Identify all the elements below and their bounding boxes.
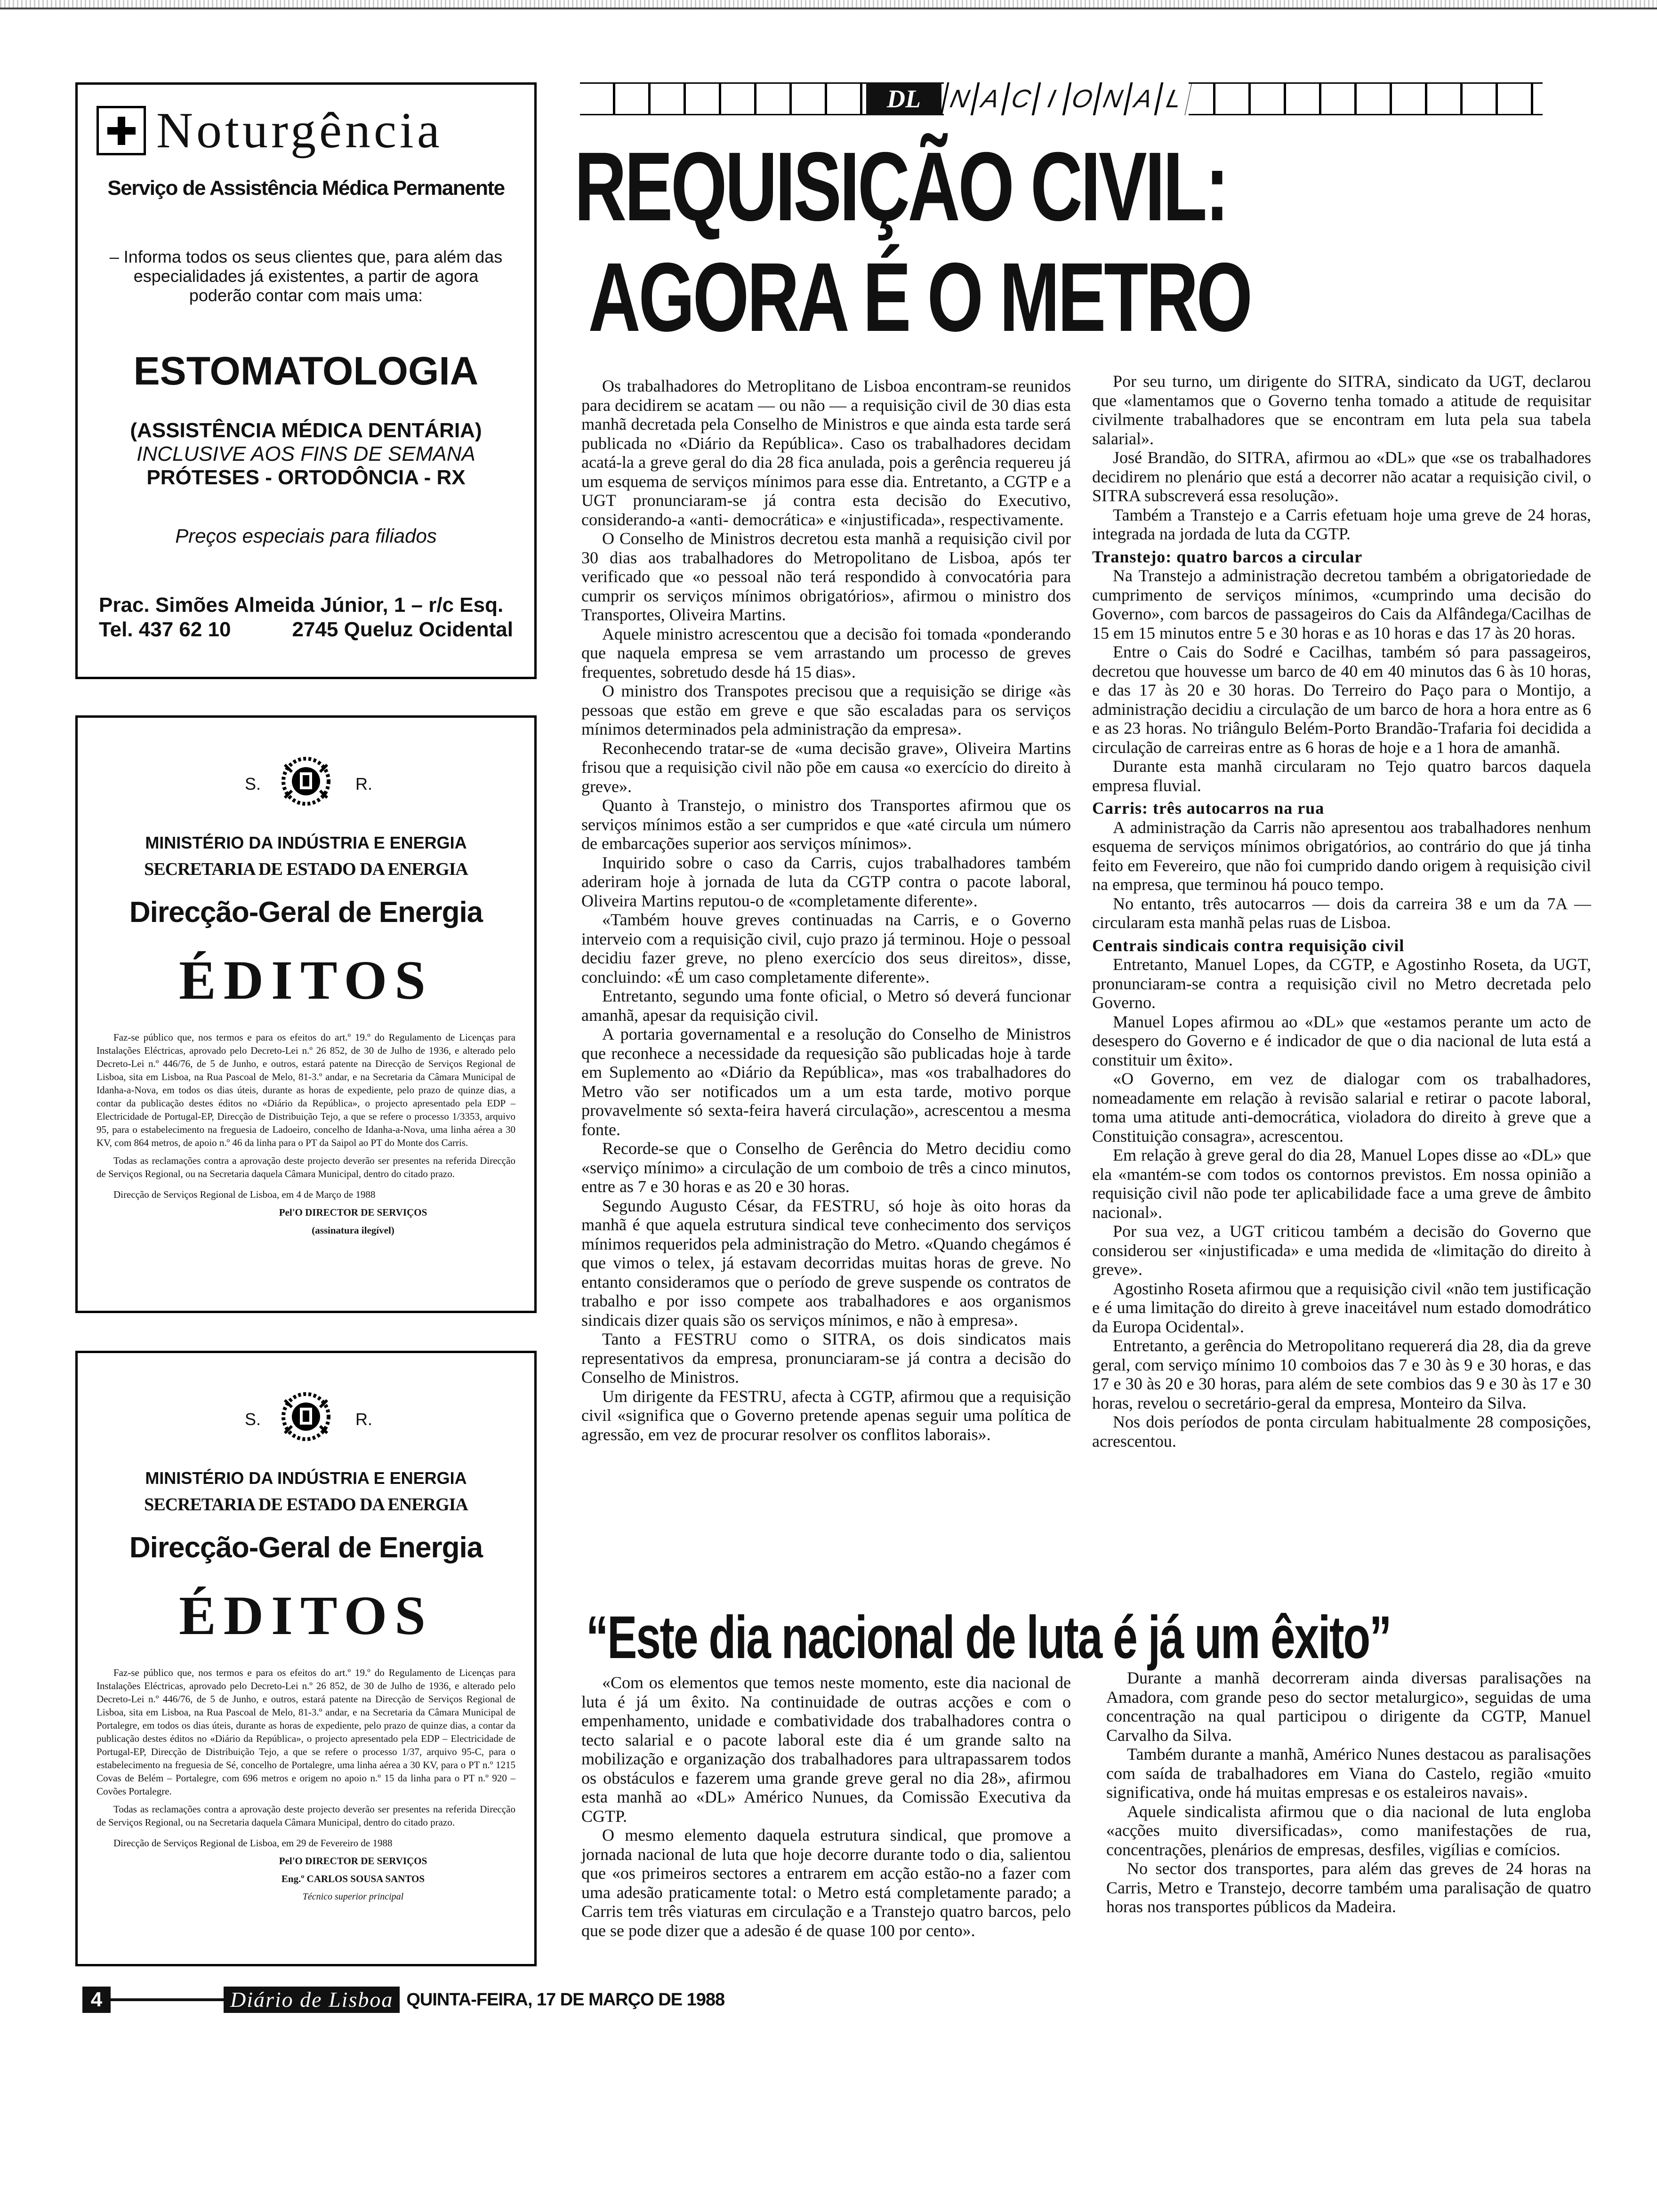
red-cross-icon xyxy=(97,106,146,155)
section-label xyxy=(944,82,1189,115)
republic-crest xyxy=(78,751,534,812)
headline-line-2: AGORA É O METRO xyxy=(588,243,1251,352)
article-paragraph: A administração da Carris não apresentou aos trabalhadores nenhum esquema de serviços mínimos obrigatórios, ao contrário do que já tinha feito em Fevereiro, que não foi cumprido dando origem à requisição civil na empresa, que terminou há pouco tempo. xyxy=(1092,817,1591,894)
subheading-carris: Carris: três autocarros na rua xyxy=(1092,799,1325,817)
dental-line-1: (ASSISTÊNCIA MÉDICA DENTÁRIA) xyxy=(130,419,482,442)
article-paragraph: Segundo Augusto César, da FESTRU, só hoje às oito horas da manhã é que aquela estrutura sindical teve conhecimento dos serviços mínimos requeridos pela administração do Metro. «Quando chegámos é que vimos o telex, já estavam decorridas muitas horas de greve. No entanto consideramos que o período de greve suspende os contratos de trabalho e por isso compete aos trabalhadores e aos organismos sindicais dizer quais são os serviços mínimos, e não à empresa». xyxy=(581,1196,1071,1330)
article-paragraph: Quanto à Transtejo, o ministro dos Transportes afirmou que os serviços mínimos estão a ser cumpridos e que «até circula um número de embarcações superior aos serviços mínimos». xyxy=(581,796,1071,853)
article-paragraph: Entre o Cais do Sodré e Cacilhas, também só para passageiros, decretou que houvesse um barco de 40 em 40 minutos das 6 às 10 horas, e das 17 às 20 e 30 horas. Do Terreiro do Paço para o Montijo, a administração decidiu a circulação de um barco de hora a hora entre as 6 e as 23 horas. No triângulo Belém-Porto Brandão-Trafaria foi decidida a circulação de carreiras entre as 6 horas de hoje e a 1 hora de amanhã. xyxy=(1092,642,1591,757)
noturgencia-contact-row xyxy=(99,617,513,642)
noturgencia-dental-info xyxy=(97,419,515,489)
editos-title: ÉDITOS xyxy=(179,1585,433,1646)
editos-ad-idanha xyxy=(75,715,537,1313)
headline-line-1: REQUISIÇÃO CIVIL: xyxy=(574,132,1227,241)
page-footer xyxy=(82,1986,724,2013)
second-headline: “Este dia nacional de luta é já um êxito” xyxy=(586,1604,1391,1671)
crest-letter-r: R. xyxy=(355,1410,372,1429)
editos-signatory: Pel'O DIRECTOR DE SERVIÇOS xyxy=(279,1855,427,1867)
crest-letter-s: S. xyxy=(245,774,261,793)
article-paragraph: «Com os elementos que temos neste momento, este dia nacional de luta é já um êxito. Na continuidade de outras acções e com o empenhamento, unidade e combatividade dos trabalhadores contra o tecto salarial e o pacote laboral este dia é um grande salto na mobilização e organização dos trabalhadores para ultrapassarem todos os obstáculos e fazerem uma grande greve geral no dia 28», afirmou esta manhã ao «DL» Américo Nunues, da Comissão Executiva da CGTP. xyxy=(581,1673,1071,1826)
article-paragraph: Recorde-se que o Conselho de Gerência do Metro decidiu como «serviço mínimo» a circulação de um comboio de três a cinco minutos, entre as 7 e 30 horas e as 20 e 30 horas. xyxy=(581,1139,1071,1196)
article-paragraph: José Brandão, do SITRA, afirmou ao «DL» que «se os trabalhadores decidirem no plenário que está a decorrer não acatar a requisição civil, o SITRA subscreverá essa resolução». xyxy=(1092,448,1591,505)
editos-ad-portalegre xyxy=(75,1351,537,1966)
article-paragraph: Também a Transtejo e a Carris efetuam hoje uma greve de 24 horas, integrada na jordada de luta da CGTP. xyxy=(1092,505,1591,543)
article-paragraph: Também durante a manhã, Américo Nunes destacou as paralisações com saída de trabalhadores em Viana do Castelo, região «muito significativa, onde há muitas empresas e os estaleiros navais». xyxy=(1106,1745,1591,1802)
section-letter: O xyxy=(1063,82,1101,115)
article-column-b xyxy=(1092,372,1591,1451)
editos-body xyxy=(97,1666,515,1908)
noturgencia-address: Prac. Simões Almeida Júnior, 1 – r/c Esq. xyxy=(99,593,504,617)
article-paragraph: Aquele ministro acrescentou que a decisão foi tomada «ponderando que naquela empresa se vem arrastando um processo de greves frequentes, sobretudo desde há 15 dias». xyxy=(581,624,1071,681)
article-paragraph: Entretanto, a gerência do Metropolitano requererá dia 28, dia da greve geral, com serviço mínimo 10 comboios das 7 e 30 às 9 e 30 horas, e das 17 e 30 às 20 e 30 horas, para além de sete combios das 9 e 30 às 17 e 30 horas, revelou o secretário-geral da empresa, Monteiro da Silva. xyxy=(1092,1336,1591,1412)
section-letter: A xyxy=(1124,82,1162,115)
section-letter: N xyxy=(1094,82,1131,115)
directorate-title: Direcção-Geral de Energia xyxy=(129,896,483,929)
noturgencia-subtitle: Serviço de Assistência Médica Permanente xyxy=(107,176,505,200)
noturgencia-postal: 2745 Queluz Ocidental xyxy=(292,618,513,641)
article-paragraph: Um dirigente da FESTRU, afecta à CGTP, afirmou que a requisição civil «significa que o Governo pretende apenas seguir uma política de agressão, em vez de procurar resolver os conflitos laborais». xyxy=(581,1387,1071,1444)
section-logo: DL xyxy=(866,82,941,115)
dental-line-2: INCLUSIVE AOS FINS DE SEMANA xyxy=(137,442,475,465)
article-paragraph: Em relação à greve geral do dia 28, Manuel Lopes disse ao «DL» que ela «mantém-se com todos os contornos previstos. Em nossa opinião a requisição civil não pode ter aplicabilidade face a uma greve de âmbito nacional». xyxy=(1092,1146,1591,1222)
section-letter: C xyxy=(1002,82,1039,115)
secretariat-title: SECRETARIA DE ESTADO DA ENERGIA xyxy=(144,1495,468,1515)
issue-date: QUINTA-FEIRA, 17 DE MARÇO DE 1988 xyxy=(406,1989,725,2010)
article-paragraph: Por sua vez, a UGT criticou também a decisão do Governo que considerou ser «injustificada» e uma medida de «limitação do direito à greve». xyxy=(1092,1222,1591,1279)
page-top-rule-line xyxy=(0,8,1657,9)
article-paragraph: A portaria governamental e a resolução do Conselho de Ministros que reconhece a necessidade da requesição são publicadas hoje à tarde em Suplemento ao «Diário da República», mas «os trabalhadores do Metro vão ser notificados um a um esta tarde, motivo porque provavelmente só sexta-feira haverá circulação», acrescentou a mesma fonte. xyxy=(581,1025,1071,1139)
editos-body xyxy=(97,1031,515,1242)
ministry-title: MINISTÉRIO DA INDÚSTRIA E ENERGIA xyxy=(145,1468,467,1488)
article-paragraph: Entretanto, segundo uma fonte oficial, o Metro só deverá funcionar amanhã, apesar da requisição civil. xyxy=(581,986,1071,1025)
editos-signature: (assinatura ilegível) xyxy=(312,1225,394,1236)
editos-date: Direcção de Serviços Regional de Lisboa, em 29 de Fevereiro de 1988 xyxy=(113,1837,393,1849)
article-paragraph: No sector dos transportes, para além das greves de 24 horas na Carris, Metro e Transtejo, decorre também uma paralisação de quatro horas nos transportes públicos da Madeira. xyxy=(1106,1859,1591,1916)
page-top-rule xyxy=(0,0,1657,8)
section-letter: N xyxy=(941,82,978,115)
noturgencia-phone: Tel. 437 62 10 xyxy=(99,618,231,641)
noturgencia-specialty: ESTOMATOLOGIA xyxy=(133,349,479,393)
section-letter: L xyxy=(1155,82,1192,115)
editos-date: Direcção de Serviços Regional de Lisboa, em 4 de Março de 1988 xyxy=(113,1189,376,1200)
editos-paragraph: Faz-se público que, nos termos e para os efeitos do art.º 19.º do Regulamento de Licenças para Instalações Eléctricas, aprovado pelo Decreto-Lei n.º 26 852, de 30 de Julho de 1936, e alterado pelo Decreto-Lei n.º 446/76, de 5 de Junho, e outros, estará patente na Direcção de Serviços Regional de Lisboa, sita em Lisboa, na Rua Pascoal de Melo, 81-3.º andar, e na Secretaria da Câmara Municipal de Idanha-a-Nova, em todos os dias úteis, durante as horas de expediente, pelo prazo de quinze dias, a contar da publicação destes éditos no «Diário da República», o projecto apresentado pela EDP – Electricidade de Portugal-EP, Direcção de Distribuição Tejo, a que se refere o processo 1/3353, arquivo 95, para o estabelecimento na freguesia de Ladoeiro, concelho de Idanha-a-Nova, uma linha aérea a 30 KV, com 864 metros, de apoio n.º 46 da linha para o PT da Saipol ao PT do Monte dos Carris. xyxy=(97,1032,515,1148)
article-paragraph: Nos dois períodos de ponta circulam habitualmente 28 composições, acrescentou. xyxy=(1092,1412,1591,1451)
article-paragraph: Durante a manhã decorreram ainda diversas paralisações na Amadora, com grande peso do sector metalurgico», seguidas de uma concentração na qual participou o dirigente da CGTP, Manuel Carvalho da Silva. xyxy=(1106,1668,1591,1745)
article-paragraph: O mesmo elemento daquela estrutura sindical, que promove a jornada nacional de luta que hoje decorre durante todo o dia, salientou que «os primeiros sectores a entrarem em acção estão-no a fazer com uma adesão praticamente total: o Metro está completamente parado; a Carris tem três viaturas em circulação e a Transtejo quatro barcos, pelo que se pode dizer que a adesão é de quase 100 por cento». xyxy=(581,1826,1071,1940)
main-headline xyxy=(574,132,1251,353)
article-paragraph: Inquirido sobre o caso da Carris, cujos trabalhadores também aderiram hoje à jornada de luta da CGTP contra o pacote laboral, Oliveira Martins reputou-o de «completamente diferente». xyxy=(581,853,1071,910)
subheading-centrais: Centrais sindicais contra requisição civil xyxy=(1092,936,1405,955)
article-paragraph: Na Transtejo a administração decretou também a obrigatoriedade de cumprimento de serviços mínimos, «cumprindo uma decisão do Governo», com barcos de passageiros do Cais da Alfândega/Cacilhas de 15 em 15 minutos entre 5 e 30 horas e as 10 horas e das 17 às 20 horas. xyxy=(1092,566,1591,642)
article-paragraph: O Conselho de Ministros decretou esta manhã a requisição civil por 30 dias aos trabalhadores do Metropolitano de Lisboa, após ter verificado que «o pessoal não terá respondido à convocatória para cumprir os serviços mínimos obrigatórios», afirmou o ministro dos Transportes, Oliveira Martins. xyxy=(581,529,1071,624)
editos-paragraph: Todas as reclamações contra a aprovação deste projecto deverão ser presentes na referida Direcção de Serviços Regional, ou na Secretaria daquela Câmara Municipal, dentro do citado prazo. xyxy=(97,1155,515,1179)
noturgencia-intro: – Informa todos os seus clientes que, para além das especialidades já existentes, a partir de agora poderão contar com mais uma: xyxy=(109,247,503,305)
republic-crest xyxy=(78,1386,534,1447)
section-letter: A xyxy=(971,82,1009,115)
secretariat-title: SECRETARIA DE ESTADO DA ENERGIA xyxy=(144,859,468,879)
subheading-transtejo: Transtejo: quatro barcos a circular xyxy=(1092,547,1363,566)
editos-paragraph: Faz-se público que, nos termos e para os efeitos do art.º 19.º do Regulamento de Licenças para Instalações Eléctricas, aprovado pelo Decreto-Lei n.º 26 852, de 30 de Julho de 1936, e alterado pelo Decreto-Lei n.º 446/76, de 5 de Junho, e outros, estará patente na Direcção de Serviços Regional de Lisboa, sita em Lisboa, na Rua Pascoal de Melo, 81-3.º andar, e na Secretaria da Câmara Municipal de Portalegre, em todos os dias úteis, durante as horas de expediente, pelo prazo de quinze dias, a contar da publicação destes éditos no «Diário da República», o projecto apresentado pela EDP – Electricidade de Portugal-EP, Direcção de Distribuição Tejo, a que se refere o processo 1/37, arquivo 95-C, para o estabelecimento na freguesia de Sé, concelho de Portalegre, uma linha aérea a 30 KV, para o PT n.º 1215 Covas de Belém – Portalegre, com 696 metros e origem no apoio n.º 15 da linha para o PT n.º 920 – Covões Portalegre. xyxy=(97,1667,515,1797)
ministry-title: MINISTÉRIO DA INDÚSTRIA E ENERGIA xyxy=(145,833,467,852)
article-column-a xyxy=(581,377,1071,1444)
noturgencia-brand: Noturgência xyxy=(156,102,443,159)
article-paragraph: Entretanto, Manuel Lopes, da CGTP, e Agostinho Roseta, da UGT, pronunciaram-se contra a requisição civil no Metro decretada pelo Governo. xyxy=(1092,955,1591,1012)
article-paragraph: Manuel Lopes afirmou ao «DL» que «estamos perante um acto de desespero do Governo e é indicador de que o dia nacional de luta está a constituir um êxito». xyxy=(1092,1012,1591,1069)
noturgencia-prices: Preços especiais para filiados xyxy=(175,525,437,547)
editos-paragraph: Todas as reclamações contra a aprovação deste projecto deverão ser presentes na referida Direcção de Serviços Regional, ou na Secretaria daquela Câmara Municipal, dentro do citado prazo. xyxy=(97,1803,515,1828)
crest-letter-s: S. xyxy=(245,1410,261,1429)
article-paragraph: Por seu turno, um dirigente do SITRA, sindicato da UGT, declarou que «lamentamos que o Governo tenha tomado a atitude de requisitar civilmente trabalhadores que se encontram em luta pela sua tabela salarial». xyxy=(1092,372,1591,448)
noturgencia-ad xyxy=(75,82,537,679)
editos-signatory: Pel'O DIRECTOR DE SERVIÇOS xyxy=(279,1207,427,1218)
newspaper-name: Diário de Lisboa xyxy=(224,1987,400,2013)
article-paragraph: Tanto a FESTRU como o SITRA, os dois sindicatos mais representativos da empresa, pronunciaram-se já contra a decisão do Conselho de Ministros. xyxy=(581,1330,1071,1387)
article2-column-b xyxy=(1106,1668,1591,1916)
crest-letter-r: R. xyxy=(355,774,372,793)
editos-signatory-role: Técnico superior principal xyxy=(302,1891,404,1902)
article-paragraph: No entanto, três autocarros — dois da carreira 38 e um da 7A — circularam esta manhã pelas ruas de Lisboa. xyxy=(1092,894,1591,932)
directorate-title: Direcção-Geral de Energia xyxy=(129,1531,483,1564)
article-paragraph: O ministro dos Transpotes precisou que a requisição se dirige «às pessoas que estão em greve e que são escaladas para os serviços mínimos determinados pela administração da empresa». xyxy=(581,681,1071,738)
article-paragraph: «O Governo, em vez de dialogar com os trabalhadores, nomeadamente em relação à revisão salarial e retirar o pacote laboral, toma uma atitude anti-democrática, violadora do direito à greve que a Constituição consagra», acrescentou. xyxy=(1092,1069,1591,1146)
page-number: 4 xyxy=(82,1987,111,2013)
noturgencia-address-block xyxy=(99,593,513,642)
editos-signature: Eng.º CARLOS SOUSA SANTOS xyxy=(281,1873,425,1884)
article2-column-a xyxy=(581,1673,1071,1940)
editos-title: ÉDITOS xyxy=(179,949,433,1011)
coat-of-arms-icon xyxy=(275,1386,337,1447)
section-letter: I xyxy=(1032,82,1070,115)
article-paragraph: Aquele sindicalista afirmou que o dia nacional de luta engloba «acções muito diversificadas», como manifestações de rua, concentrações, plenários de empresas, desfiles, vigílias e comícios. xyxy=(1106,1802,1591,1859)
article-paragraph: Durante esta manhã circularam no Tejo quatro barcos daquela empresa fluvial. xyxy=(1092,757,1591,795)
noturgencia-logo xyxy=(97,104,443,158)
article-paragraph: Agostinho Roseta afirmou que a requisição civil «não tem justificação e é uma limitação do direito à greve inaceitável num estado domodrático da Europa Ocidental». xyxy=(1092,1279,1591,1336)
article-paragraph: Reconhecendo tratar-se de «uma decisão grave», Oliveira Martins frisou que a requisição civil não põe em causa «o exercício do direito à greve». xyxy=(581,738,1071,796)
coat-of-arms-icon xyxy=(275,751,337,812)
dental-line-3: PRÓTESES - ORTODÔNCIA - RX xyxy=(146,466,466,489)
article-paragraph: Os trabalhadores do Metroplitano de Lisboa encontram-se reunidos para decidirem se acatam — ou não — a requisição civil de 30 dias esta manhã decretada pela Conselho de Ministros e que ainda esta tarde será publicada no «Diário da República». Caso os trabalhadores decidam acatá-la a greve geral do dia 28 fica anulada, pois a gerência requereu já um esquema de serviços mínimos para esse dia. Entretanto, a CGTP e a UGT pronunciaram-se já contra esta decisão do Executivo, considerando-a «anti- democrática» e «injustificada», respectivamente. xyxy=(581,377,1071,529)
article-paragraph: «Também houve greves continuadas na Carris, e o Governo interveio com a requisição civil, cujo prazo já terminou. Hoje o pessoal decidiu fazer greve, no pleno exercício dos seus direitos», disse, concluindo: «É um caso completamente diferente». xyxy=(581,910,1071,986)
footer-rule xyxy=(111,1998,224,2001)
